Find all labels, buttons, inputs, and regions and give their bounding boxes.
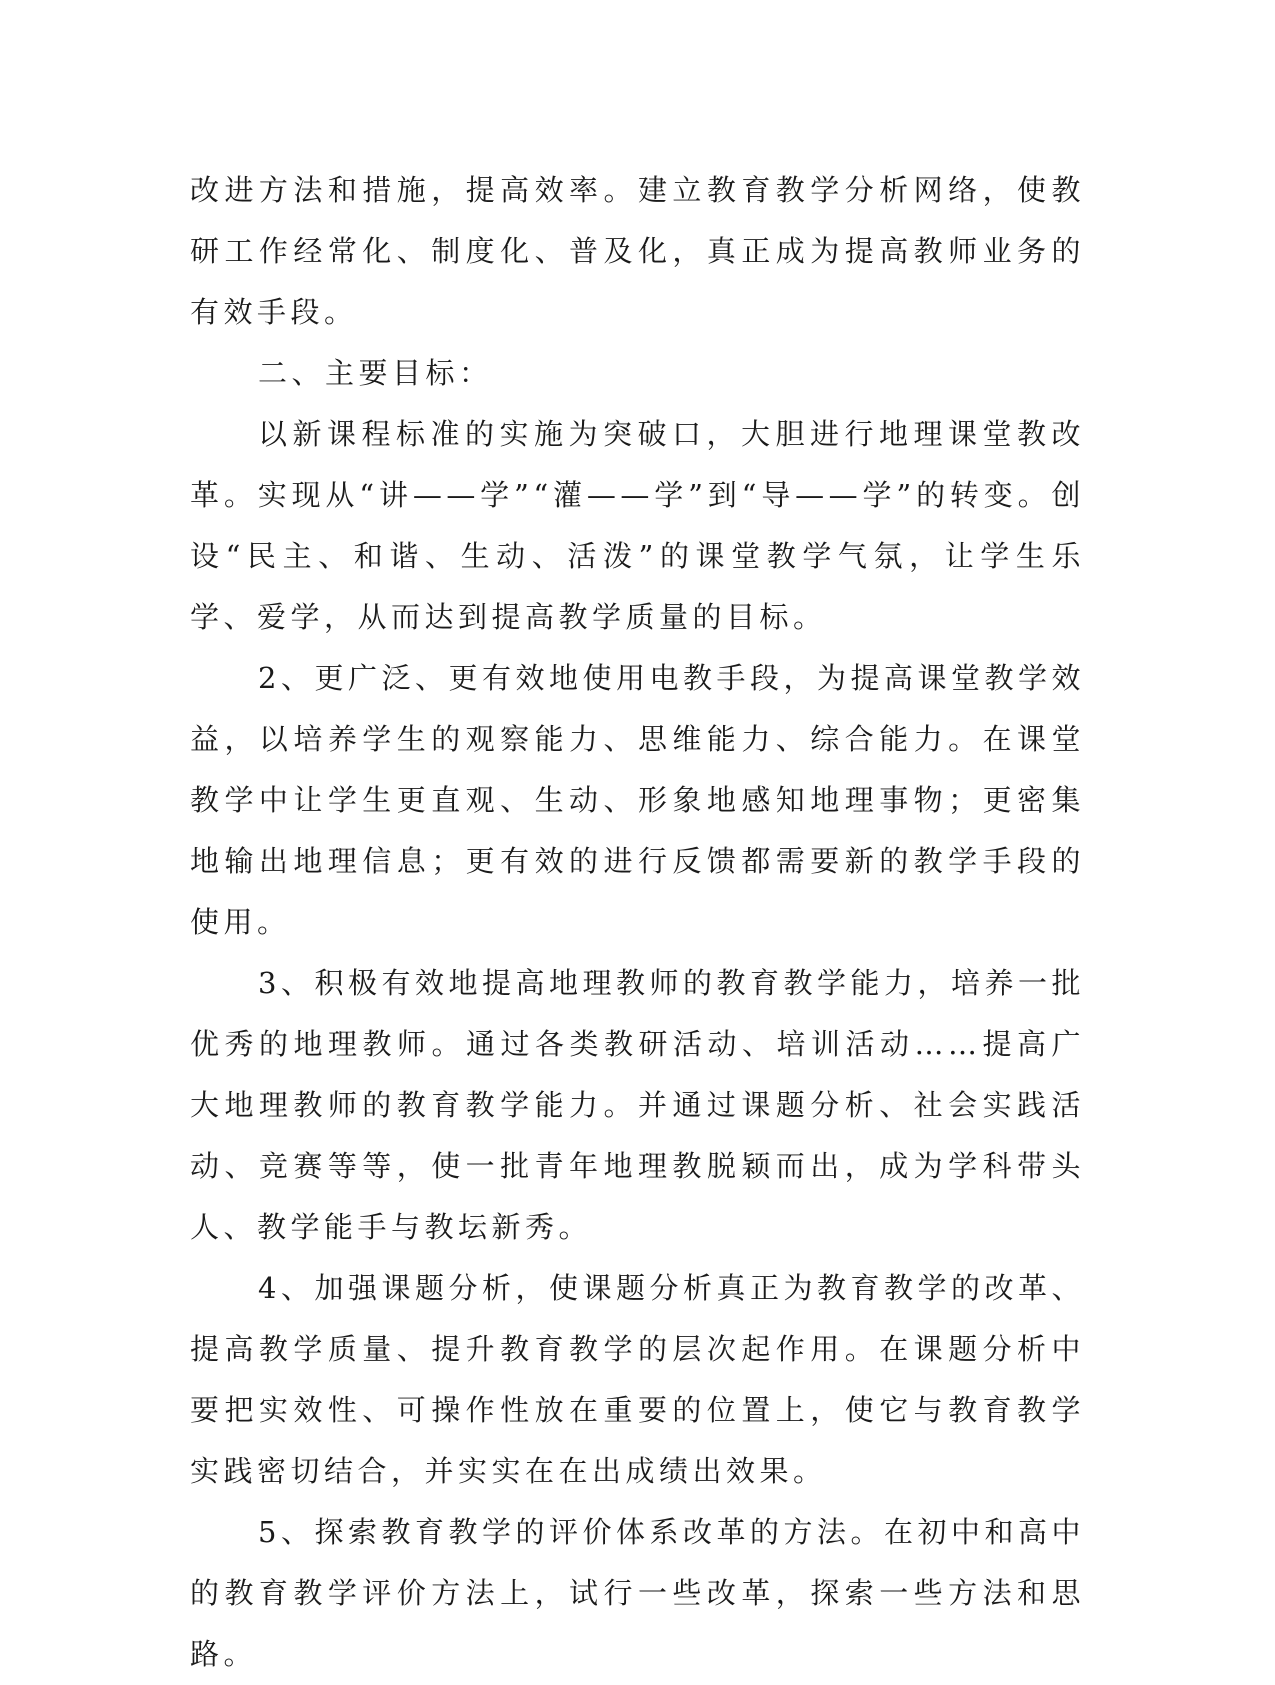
paragraph-continuation: 改进方法和措施，提高效率。建立教育教学分析网络，使教研工作经常化、制度化、普及化，真正成为提高教师业务的有效手段。 [190,173,1085,329]
paragraph-goal-1: 以新课程标准的实施为突破口，大胆进行地理课堂教改革。实现从“讲——学”“灌——学”到“导——学”的转变。创设“民主、和谐、生动、活泼”的课堂教学气氛，让学生乐学、爱学，从而达到提高教学质量的目标。 [190,417,1085,634]
paragraph-goal-5: 5、探索教育教学的评价体系改革的方法。在初中和高中的教育教学评价方法上，试行一些改革，探索一些方法和思路。 [190,1515,1085,1671]
paragraph-goal-3: 3、积极有效地提高地理教师的教育教学能力，培养一批优秀的地理教师。通过各类教研活动、培训活动……提高广大地理教师的教育教学能力。并通过课题分析、社会实践活动、竞赛等等，使一批青年地理教脱颖而出，成为学科带头人、教学能手与教坛新秀。 [190,966,1085,1244]
paragraph-goal-2: 2、更广泛、更有效地使用电教手段，为提高课堂教学效益，以培养学生的观察能力、思维能力、综合能力。在课堂教学中让学生更直观、生动、形象地感知地理事物；更密集地输出地理信息；更有效的进行反馈都需要新的教学手段的使用。 [190,661,1085,939]
section-heading-main-goals: 二、主要目标： [258,356,493,390]
document-body [190,160,1085,1685]
paragraph-goal-4: 4、加强课题分析，使课题分析真正为教育教学的改革、提高教学质量、提升教育教学的层次起作用。在课题分析中要把实效性、可操作性放在重要的位置上，使它与教育教学实践密切结合，并实实在在出成绩出效果。 [190,1271,1085,1488]
